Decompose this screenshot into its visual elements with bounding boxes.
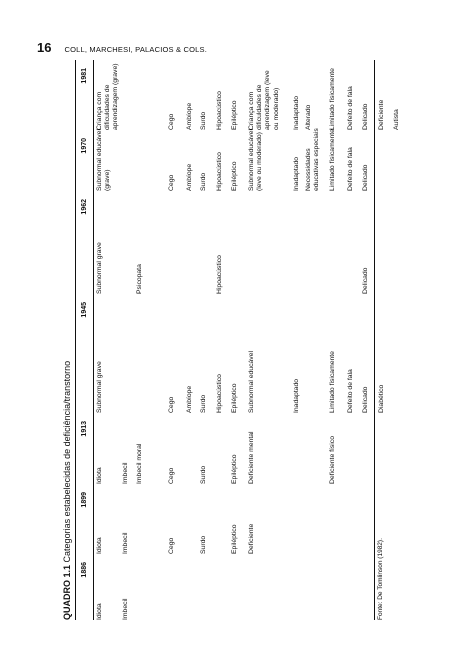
table-cell: Cego <box>168 174 175 191</box>
table-cell: Hipoacústico <box>216 91 223 130</box>
table-cell: Subnormal grave <box>96 361 103 413</box>
table-cell: Psicopata <box>136 264 143 294</box>
table-cell: Delicado <box>362 267 369 294</box>
column-header: 1886 <box>81 562 88 578</box>
table-cell: Criança com dificuldades de aprendizagem (grave) <box>96 63 120 130</box>
table-title-number: 1.1 <box>62 564 72 578</box>
table-title-text: Categorias estabelecidas de deficiência/transtorno <box>62 360 72 563</box>
column-header: 1899 <box>81 492 88 508</box>
table-cell: Necessidades educativas especiais <box>305 128 321 191</box>
table-cell: Inadaptado <box>293 378 300 413</box>
table-cell: Epiléptico <box>231 383 238 413</box>
column-header: 1913 <box>81 421 88 437</box>
table-top-rule <box>75 60 76 620</box>
running-head <box>37 40 207 55</box>
table-cell: Epiléptico <box>231 161 238 191</box>
table-title <box>62 361 72 620</box>
table-cell: Ambíope <box>186 102 193 130</box>
table-cell: Idiota <box>96 467 103 484</box>
table-cell: Criança com dificuldades de aprendizagem (leve ou moderado) <box>248 70 280 130</box>
table-cell: Delicado <box>362 386 369 413</box>
table-cell: Inadaptado <box>293 156 300 191</box>
column-header: 1962 <box>81 199 88 215</box>
table-cell: Subnormal grave <box>96 242 103 294</box>
table-cell: Subnormal educável (grave) <box>96 129 112 191</box>
table-cell: Surdo <box>200 111 207 130</box>
table-cell: Limitado fisicamente <box>329 129 336 191</box>
table-header-rule <box>93 60 94 620</box>
table-source: Fonte: De Tomlinson (1982). <box>377 538 384 620</box>
table-cell: Epiléptico <box>231 454 238 484</box>
table-cell: Ambíope <box>186 163 193 191</box>
table-cell: Surdo <box>200 465 207 484</box>
table-cell: Epiléptico <box>231 524 238 554</box>
table-cell: Surdo <box>200 394 207 413</box>
table-cell: Hipoacústico <box>216 374 223 413</box>
table-cell: Diabético <box>378 384 385 413</box>
table-cell: Hipoacústico <box>216 152 223 191</box>
table-cell: Defeito de fala <box>347 369 354 413</box>
table-cell: Delicado <box>362 164 369 191</box>
table-cell: Subnormal educável <box>248 351 255 413</box>
column-header: 1981 <box>81 68 88 84</box>
table-cell: Surdo <box>200 535 207 554</box>
table-cell: Idiota <box>96 603 103 620</box>
table-cell: Cego <box>168 467 175 484</box>
table-title-label: QUADRO <box>62 580 72 620</box>
table-cell: Imbecil moral <box>136 443 143 484</box>
table-bottom-rule <box>374 60 375 620</box>
table-cell: Deficiente <box>378 99 385 130</box>
running-head-authors: COLL, MARCHESI, PALACIOS & COLS. <box>64 45 208 54</box>
table-cell: Autista <box>393 109 400 130</box>
table-cell: Delicado <box>362 103 369 130</box>
table-cell: Deficiente físico <box>329 436 336 484</box>
table-cell: Cego <box>168 113 175 130</box>
table-cell: Defeito de fala <box>347 147 354 191</box>
table-cell: Limitado fisicamente <box>329 351 336 413</box>
table-cell: Alterado <box>305 104 312 130</box>
page-number: 16 <box>37 40 52 55</box>
table-cell: Deficiente mental <box>248 431 255 484</box>
table-cell: Ambíope <box>186 385 193 413</box>
table-cell: Subnormal educável (leve ou moderado) <box>248 129 264 191</box>
table-cell: Defeito de fala <box>347 86 354 130</box>
table-cell: Imbecil <box>122 532 129 554</box>
table-cell: Limitado fisicamente <box>329 68 336 130</box>
table-cell: Inadaptado <box>293 95 300 130</box>
table-cell: Hipoacústico <box>216 255 223 294</box>
table-cell: Idiota <box>96 537 103 554</box>
table-cell: Imbecil <box>122 462 129 484</box>
rotated-table <box>58 60 400 620</box>
column-header: 1970 <box>81 138 88 154</box>
table-cell: Deficiente <box>248 523 255 554</box>
column-header: 1945 <box>81 302 88 318</box>
table-cell: Epiléptico <box>231 100 238 130</box>
table-cell: Surdo <box>200 172 207 191</box>
table-cell: Cego <box>168 537 175 554</box>
table-cell: Cego <box>168 396 175 413</box>
table-cell: Imbecil <box>122 598 129 620</box>
